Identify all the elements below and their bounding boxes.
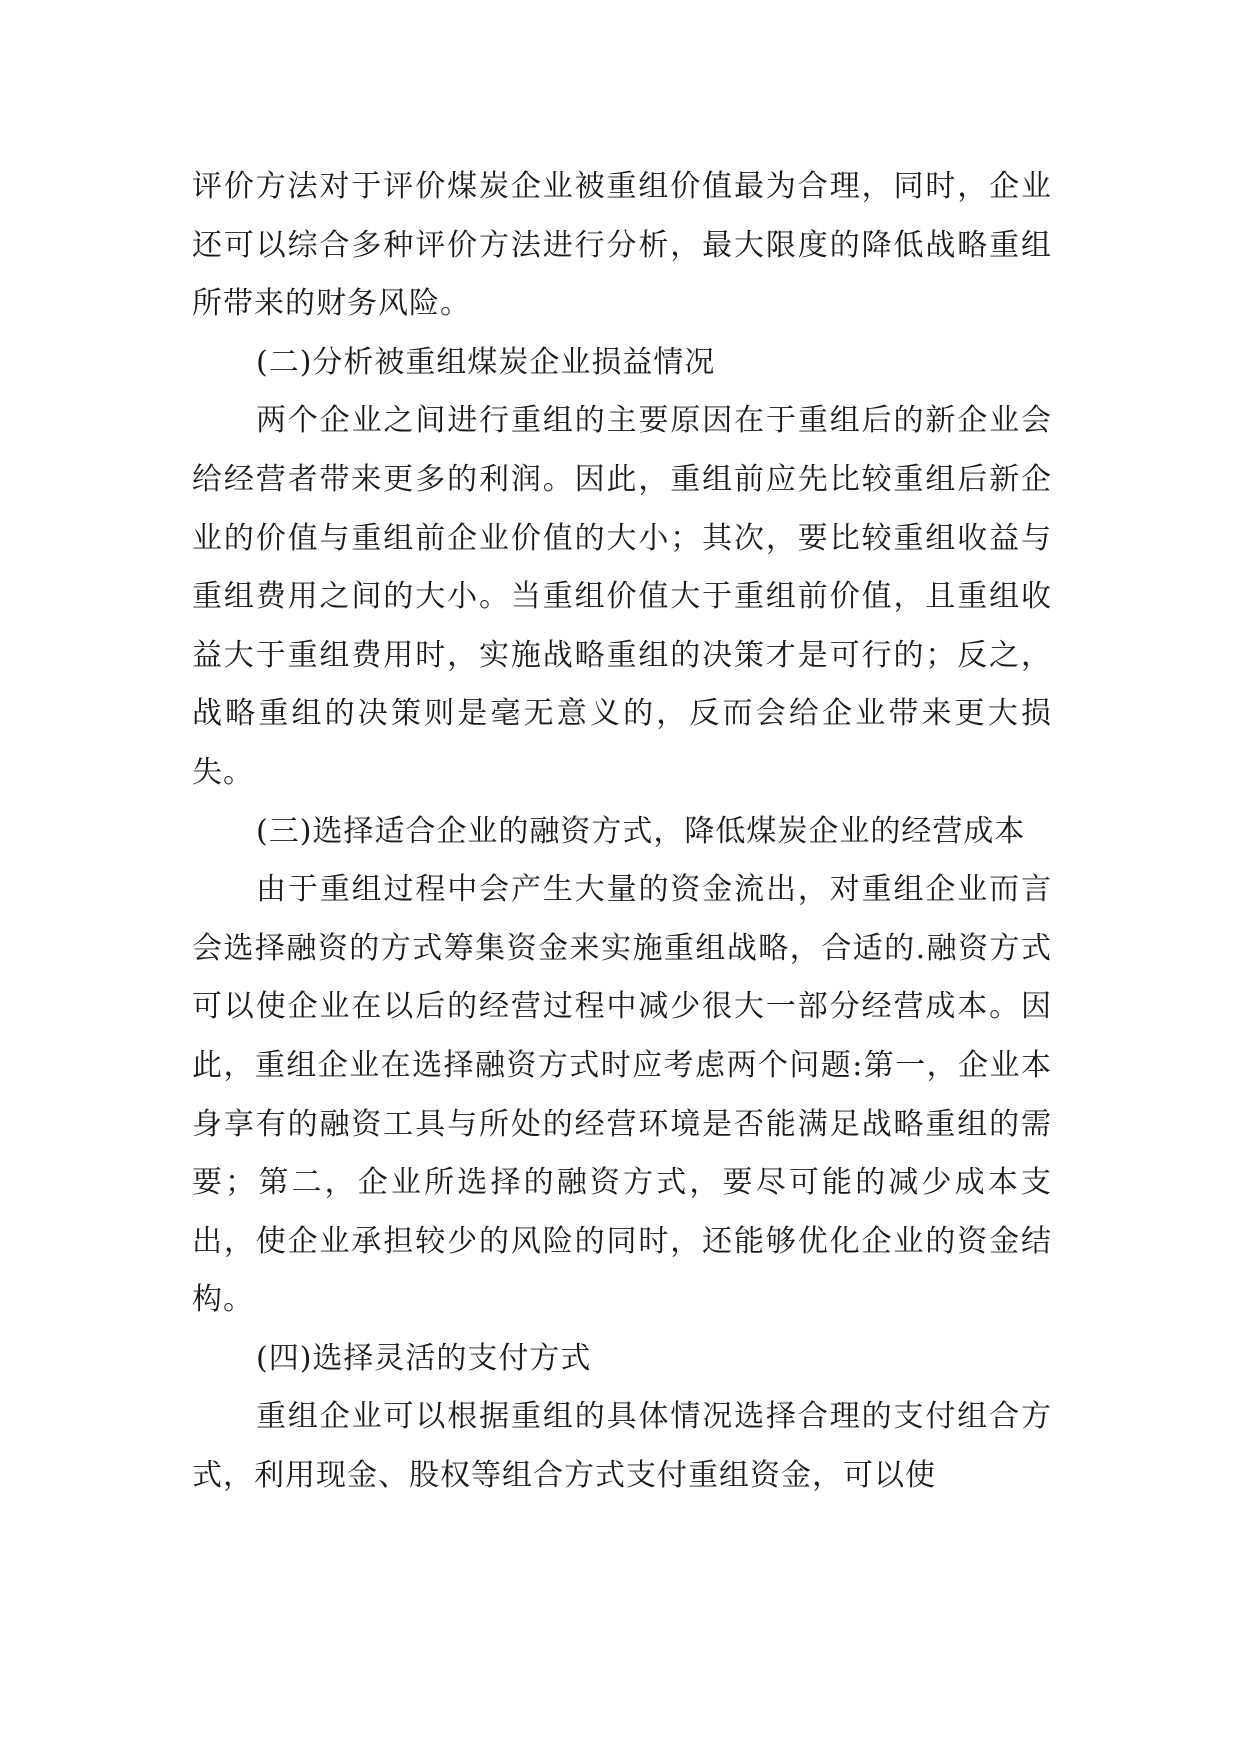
section-heading-profit-loss: (二)分析被重组煤炭企业损益情况 bbox=[256, 344, 716, 380]
section-heading-payment: (四)选择灵活的支付方式 bbox=[256, 1340, 592, 1376]
paragraph-valuation-continued: 评价方法对于评价煤炭企业被重组价值最为合理，同时，企业还可以综合多种评价方法进行分析，最大限度的降低战略重组所带来的财务风险。 bbox=[192, 169, 1052, 322]
section-heading-financing: (三)选择适合企业的融资方式，降低煤炭企业的经营成本 bbox=[256, 813, 1026, 849]
paragraph-profit-loss: 两个企业之间进行重组的主要原因在于重组后的新企业会给经营者带来更多的利润。因此，重组前应先比较重组后新企业的价值与重组前企业价值的大小；其次，要比较重组收益与重组费用之间的大小。当重组价值大于重组前价值，且重组收益大于重组费用时，实施战略重组的决策才是可行的；反之，战略重组的决策则是毫无意义的，反而会给企业带来更大损失。 bbox=[192, 403, 1052, 790]
paragraph-financing: 由于重组过程中会产生大量的资金流出，对重组企业而言会选择融资的方式筹集资金来实施重组战略，合适的.融资方式可以使企业在以后的经营过程中减少很大一部分经营成本。因此，重组企业在选择融资方式时应考虑两个问题:第一，企业本身享有的融资工具与所处的经营环境是否能满足战略重组的需要；第二，企业所选择的融资方式，要尽可能的减少成本支出，使企业承担较少的风险的同时，还能够优化企业的资金结构。 bbox=[192, 872, 1052, 1318]
document-body bbox=[192, 158, 1052, 1506]
paragraph-payment: 重组企业可以根据重组的具体情况选择合理的支付组合方式，利用现金、股权等组合方式支付重组资金，可以使 bbox=[192, 1399, 1052, 1494]
